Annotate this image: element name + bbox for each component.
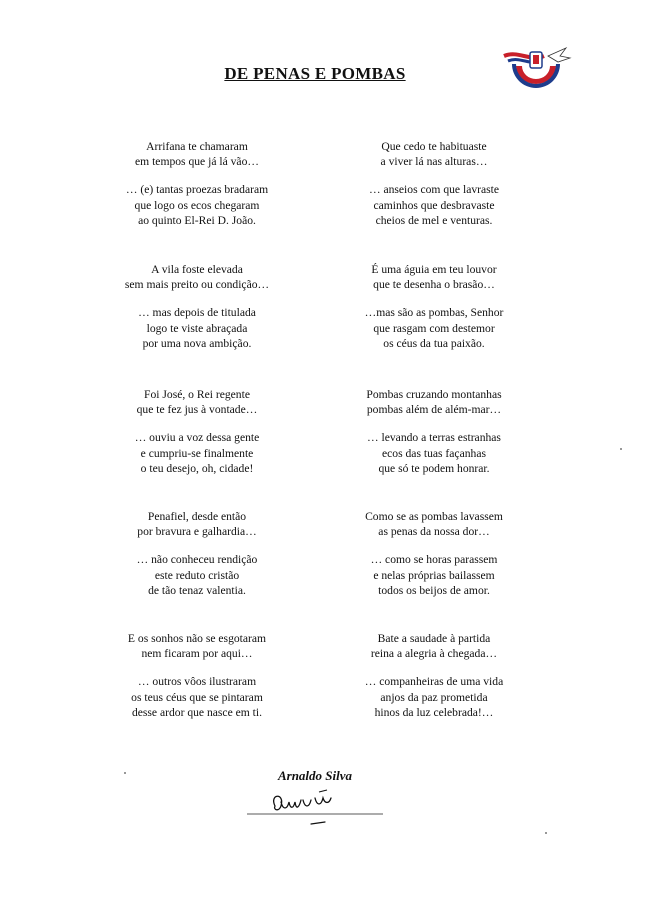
verse-line: reina a alegria à chegada…	[370, 647, 498, 661]
verse-line: Como se as pombas lavassem	[365, 510, 503, 523]
verse-line: que só te podem honrar.	[378, 461, 490, 475]
verse-group	[77, 262, 317, 351]
verse-line: por uma nova ambição.	[142, 336, 252, 350]
verse-line: sem mais preito ou condição…	[124, 278, 270, 292]
verse-line: … levando a terras estranhas	[367, 431, 501, 445]
verse-line: que te fez jus à vontade…	[136, 403, 258, 417]
verse-line: … anseios com que lavraste	[368, 183, 500, 197]
paper-speck	[620, 448, 622, 450]
verse-line: Penafiel, desde então	[147, 510, 247, 523]
verse-line: pombas além de além-mar…	[366, 403, 502, 417]
paper-speck	[545, 832, 547, 834]
verse-line: os céus da tua paixão.	[383, 336, 485, 350]
verse-line: as penas da nossa dor…	[378, 525, 490, 539]
verse-group	[77, 631, 317, 720]
verse-line: Pombas cruzando montanhas	[366, 388, 502, 401]
verse-line: os teus céus que se pintaram	[131, 690, 263, 704]
verse-line: … não conheceu rendição	[136, 553, 258, 567]
verse-group	[314, 387, 554, 476]
verse-line: É uma águia em teu louvor	[371, 263, 497, 276]
verse-line: que te desenha o brasão…	[373, 278, 495, 292]
verse-line: Bate a saudade à partida	[377, 632, 491, 645]
verse-line: a viver lá nas alturas…	[380, 155, 488, 169]
author-name: Arnaldo Silva	[277, 768, 353, 783]
verse-line: … outros vôos ilustraram	[137, 675, 257, 689]
verse-line: … companheiras de uma vida	[364, 675, 504, 689]
verse-line: A vila foste elevada	[151, 263, 243, 276]
verse-line: Que cedo te habituaste	[381, 140, 487, 153]
verse-line: … (e) tantas proezas bradaram	[125, 183, 269, 197]
verse-line: caminhos que desbravaste	[373, 198, 495, 212]
verse-line: todos os beijos de amor.	[378, 583, 490, 597]
verse-line: desse ardor que nasce em ti.	[131, 705, 263, 719]
verse-line: … ouviu a voz dessa gente	[134, 431, 260, 445]
verse-group	[77, 509, 317, 598]
verse-line: …mas são as pombas, Senhor	[364, 306, 504, 320]
verse-line: por bravura e galhardia…	[137, 525, 257, 539]
verse-group	[314, 139, 554, 228]
logo-emblem	[500, 44, 572, 96]
verse-line: em tempos que já lá vão…	[135, 155, 259, 169]
verse-line: nem ficaram por aqui…	[141, 647, 253, 661]
verse-line: de tão tenaz valentia.	[148, 583, 246, 597]
verse-group	[314, 262, 554, 351]
verse-line: cheios de mel e venturas.	[375, 213, 493, 227]
verse-group	[77, 139, 317, 228]
verse-line: este reduto cristão	[154, 568, 240, 582]
verse-line: o teu desejo, oh, cidade!	[140, 461, 254, 475]
verse-line: que logo os ecos chegaram	[134, 198, 260, 212]
verse-line: E os sonhos não se esgotaram	[127, 632, 267, 645]
verse-line: que rasgam com destemor	[373, 321, 495, 335]
verse-line: … mas depois de titulada	[138, 306, 256, 320]
verse-line: e nelas próprias bailassem	[373, 568, 495, 582]
verse-line: logo te viste abraçada	[146, 321, 248, 335]
verse-line: anjos da paz prometida	[380, 690, 488, 704]
verse-line: … como se horas parassem	[370, 553, 498, 567]
verse-line: Arrifana te chamaram	[146, 140, 248, 153]
verse-line: ecos das tuas façanhas	[382, 446, 486, 460]
verse-line: hinos da luz celebrada!…	[374, 705, 494, 719]
verse-line: Foi José, o Rei regente	[144, 388, 250, 401]
poem-title: DE PENAS E POMBAS	[224, 64, 406, 83]
handwritten-signature	[245, 784, 385, 830]
verse-group	[314, 631, 554, 720]
verse-line: ao quinto El-Rei D. João.	[138, 213, 256, 227]
verse-group	[77, 387, 317, 476]
verse-line: e cumpriu-se finalmente	[140, 446, 254, 460]
verse-group	[314, 509, 554, 598]
paper-speck	[124, 772, 126, 774]
